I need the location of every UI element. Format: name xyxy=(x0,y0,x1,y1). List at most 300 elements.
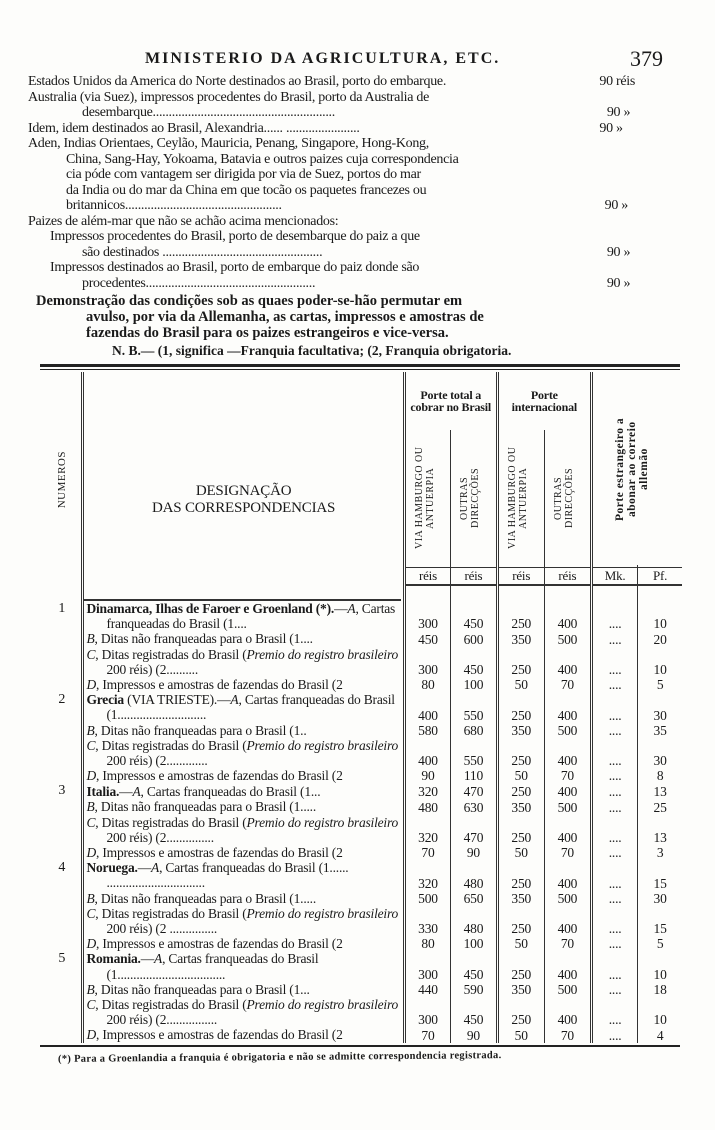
description-text: Premio do registro brasileiro xyxy=(246,905,399,921)
description-text: , Ditas não franqueadas para o Brasil (1.... xyxy=(94,631,313,647)
row-number: 2 xyxy=(42,692,83,722)
table-row xyxy=(42,738,682,768)
value-cell: 400 xyxy=(544,860,591,890)
rate-line xyxy=(28,121,688,137)
description-text: , Cartas franqueadas do Brasil (1.... xyxy=(106,601,396,632)
rate-text: Paizes de além-mar que não se achão acima mencionados: xyxy=(28,213,339,229)
row-number xyxy=(42,815,83,845)
table-row xyxy=(42,631,682,646)
row-number xyxy=(42,768,83,783)
value-cell: 590 xyxy=(451,982,497,997)
value-cell: .... xyxy=(591,647,637,677)
rate-text: Impressos destinados ao Brasil, porto de embarque do paiz donde são xyxy=(50,260,420,275)
value-cell: 13 xyxy=(653,784,667,800)
value-cell: 90 xyxy=(451,1027,497,1042)
value-cell: .... xyxy=(591,799,637,814)
value-cell: 480 xyxy=(451,906,497,936)
table-row xyxy=(42,860,682,890)
row-description xyxy=(84,631,402,646)
description-text: A xyxy=(154,951,163,967)
rate-text: são destinados .................................................. xyxy=(82,244,323,260)
rate-text: Estados Unidos da America do Norte destinados ao Brasil, porto do embarque. xyxy=(28,74,447,89)
description-text: B xyxy=(86,981,95,997)
rate-value xyxy=(579,136,688,152)
page-number: 379 xyxy=(630,46,663,71)
value-cell: 5 xyxy=(656,936,664,952)
value-cell: 350 xyxy=(497,982,544,997)
rate-text: procedentes..................................................... xyxy=(82,275,316,291)
value-cell: 110 xyxy=(451,768,497,783)
row-number xyxy=(42,906,83,936)
value-cell: 440 xyxy=(404,982,450,997)
header-designacao: DAS CORRESPONDENCIAS xyxy=(152,499,336,516)
table-row xyxy=(42,692,682,722)
value-cell: 400 xyxy=(544,906,591,936)
row-description xyxy=(84,951,402,981)
value-cell: 500 xyxy=(404,891,450,906)
value-cell: .... xyxy=(591,631,637,646)
value-cell: 70 xyxy=(544,768,591,783)
row-description xyxy=(84,601,402,631)
section-heading-line: fazendas do Brasil para os paizes estrangeiros e vice-versa. xyxy=(86,325,449,341)
value-cell: .... xyxy=(591,723,637,738)
value-cell: 450 xyxy=(451,601,497,631)
value-cell: 480 xyxy=(451,860,497,890)
value-cell: .... xyxy=(591,891,637,906)
row-description xyxy=(84,799,402,814)
value-cell: 400 xyxy=(544,815,591,845)
rate-line xyxy=(28,136,688,152)
description-text: , Cartas franqueadas do Brasil (1... xyxy=(140,784,321,800)
value-cell: 30 xyxy=(653,707,667,723)
rate-line xyxy=(28,198,688,214)
table-row xyxy=(42,799,682,814)
value-cell: 30 xyxy=(653,890,667,906)
row-number xyxy=(42,1027,83,1042)
value-cell: 450 xyxy=(451,997,497,1027)
value-cell: .... xyxy=(591,951,637,981)
table-row xyxy=(42,982,682,997)
value-cell: 250 xyxy=(497,647,544,677)
row-description xyxy=(84,997,402,1027)
value-cell: 70 xyxy=(404,1027,450,1042)
value-cell: 25 xyxy=(653,799,667,815)
header-numeros: NUMEROS xyxy=(55,450,68,509)
description-text: D xyxy=(86,845,96,861)
value-cell: .... xyxy=(591,845,637,860)
value-cell: 250 xyxy=(497,951,544,981)
table-row xyxy=(42,723,682,738)
description-text: , Ditas registradas do Brasil ( xyxy=(95,737,247,753)
description-text: — xyxy=(140,951,155,967)
description-text: , Ditas registradas do Brasil ( xyxy=(95,646,247,662)
value-cell: 500 xyxy=(544,631,591,646)
row-number xyxy=(42,723,83,738)
country-name: Romania. xyxy=(86,951,141,967)
value-cell: 250 xyxy=(497,997,544,1027)
country-name: Grecia xyxy=(86,692,124,708)
country-name: Noruega. xyxy=(86,860,138,876)
value-cell: 15 xyxy=(653,921,667,937)
value-cell: .... xyxy=(591,860,637,890)
unit-label: Pf. xyxy=(638,567,682,586)
section-heading xyxy=(36,293,672,341)
description-text: , Cartas franqueadas do Brasil (1...... ............................... xyxy=(106,860,349,891)
rate-line xyxy=(28,167,688,183)
description-text: B xyxy=(86,799,95,815)
value-cell: 90 xyxy=(451,845,497,860)
table-header-row xyxy=(42,372,682,430)
rate-value xyxy=(582,260,688,276)
value-cell: 500 xyxy=(544,982,591,997)
description-text: , Ditas registradas do Brasil ( xyxy=(95,905,247,921)
table-row xyxy=(42,845,682,860)
rate-text: cia póde com vantagem ser dirigida por via de Suez, portos do mar xyxy=(66,167,421,182)
description-text: , Cartas franqueadas do Brasil (1.................................. xyxy=(106,951,319,982)
value-cell: 250 xyxy=(497,906,544,936)
value-cell: 400 xyxy=(544,997,591,1027)
value-cell: .... xyxy=(591,906,637,936)
value-cell: 450 xyxy=(451,951,497,981)
row-number: 5 xyxy=(42,951,83,981)
description-text: D xyxy=(86,1027,96,1043)
row-description xyxy=(84,815,402,845)
description-text: C xyxy=(86,814,96,830)
rate-value: 90 » xyxy=(606,105,631,120)
description-text: 200 réis) (2.......... xyxy=(106,661,199,677)
rate-value xyxy=(585,183,688,199)
row-description xyxy=(84,784,402,799)
description-text: B xyxy=(86,890,95,906)
description-text: D xyxy=(86,936,96,952)
description-text: C xyxy=(86,997,96,1013)
rate-line xyxy=(28,276,688,292)
value-cell: 330 xyxy=(404,906,450,936)
value-cell: 580 xyxy=(404,723,450,738)
value-cell: 600 xyxy=(451,631,497,646)
table-row xyxy=(42,647,682,677)
description-text: , Ditas registradas do Brasil ( xyxy=(95,814,247,830)
value-cell: 30 xyxy=(653,753,667,769)
rate-line xyxy=(28,74,688,90)
value-cell: 50 xyxy=(497,1027,544,1042)
table-row xyxy=(42,906,682,936)
value-cell: 400 xyxy=(544,692,591,722)
description-text: , Ditas registradas do Brasil ( xyxy=(95,997,247,1013)
value-cell: 500 xyxy=(544,723,591,738)
rate-line xyxy=(28,183,688,199)
rate-line xyxy=(28,214,688,230)
description-text: C xyxy=(86,646,96,662)
rate-text: Idem, idem destinados ao Brasil, Alexandria...... ....................... xyxy=(28,120,360,136)
value-cell: 350 xyxy=(497,799,544,814)
description-text: A xyxy=(132,784,141,800)
row-description xyxy=(84,692,402,722)
description-text: 200 réis) (2............. xyxy=(106,753,208,769)
table-row xyxy=(42,1027,682,1042)
header-outras: OUTRAS DIRECÇÕES xyxy=(553,467,576,528)
description-text: Premio do registro brasileiro xyxy=(246,814,399,830)
description-text: A xyxy=(347,601,356,616)
description-text: , Ditas não franqueadas para o Brasil (1... xyxy=(94,981,310,997)
row-description xyxy=(84,723,402,738)
value-cell: 20 xyxy=(653,631,667,647)
row-number xyxy=(42,845,83,860)
row-description xyxy=(84,677,402,692)
value-cell: 680 xyxy=(451,723,497,738)
rate-line xyxy=(28,90,688,106)
row-number xyxy=(42,677,83,692)
description-text: , Impressos e amostras de fazendas do Brasil (2 xyxy=(96,1027,343,1043)
value-cell: 650 xyxy=(451,891,497,906)
rate-value: 90 réis xyxy=(599,74,636,89)
value-cell: 450 xyxy=(404,631,450,646)
unit-label: réis xyxy=(499,567,544,586)
rate-value xyxy=(579,90,688,106)
value-cell: 500 xyxy=(544,891,591,906)
rate-line xyxy=(28,245,688,261)
value-cell: 400 xyxy=(544,951,591,981)
rate-text: Australia (via Suez), impressos procedentes do Brasil, porto da Australia de xyxy=(28,89,429,105)
row-number: 1 xyxy=(42,601,83,631)
value-cell: 250 xyxy=(497,783,544,799)
value-cell: 10 xyxy=(653,662,667,678)
value-cell: .... xyxy=(591,692,637,722)
value-cell: 18 xyxy=(653,982,667,998)
unit-label: réis xyxy=(451,567,495,586)
description-text: 200 réis) (2................ xyxy=(106,1012,218,1028)
row-description xyxy=(84,906,402,936)
value-cell: 70 xyxy=(404,845,450,860)
value-cell: 100 xyxy=(451,936,497,951)
value-cell: 630 xyxy=(451,799,497,814)
value-cell: .... xyxy=(591,783,637,799)
rate-value: 90 » xyxy=(604,198,628,213)
description-text: C xyxy=(86,737,96,753)
divider xyxy=(40,1045,680,1047)
rate-value xyxy=(579,214,688,230)
description-text: D xyxy=(86,768,96,784)
value-cell: 80 xyxy=(404,936,450,951)
row-number xyxy=(42,936,83,951)
description-text: — xyxy=(217,692,231,708)
description-text: — xyxy=(137,860,152,876)
row-number: 4 xyxy=(42,860,83,890)
value-cell: 500 xyxy=(544,799,591,814)
value-cell: 70 xyxy=(544,1027,591,1042)
value-cell: 300 xyxy=(404,647,450,677)
description-text: , Impressos e amostras de fazendas do Brasil (2 xyxy=(96,677,343,693)
value-cell: 8 xyxy=(656,768,664,784)
row-description xyxy=(84,738,402,768)
value-cell: 50 xyxy=(497,768,544,783)
header-via-hamburgo: VIA HAMBURGO OU ANTUERPIA xyxy=(413,446,436,549)
description-text: Premio do registro brasileiro xyxy=(246,737,399,753)
description-text: Premio do registro brasileiro xyxy=(246,646,399,662)
postage-table xyxy=(42,372,682,1043)
value-cell: 400 xyxy=(404,738,450,768)
rate-value: 90 » xyxy=(606,244,631,260)
value-cell: 70 xyxy=(544,936,591,951)
value-cell: 300 xyxy=(404,997,450,1027)
value-cell: 50 xyxy=(497,845,544,860)
rate-text: desembarque......................................................... xyxy=(82,105,335,120)
nota-bene: N. B.— (1, significa —Franquia facultativa; (2, Franquia obrigatoria. xyxy=(112,343,512,358)
description-text: Premio do registro brasileiro xyxy=(246,997,399,1013)
value-cell: 470 xyxy=(451,815,497,845)
row-number xyxy=(42,799,83,814)
value-cell: 50 xyxy=(497,677,544,692)
row-description xyxy=(84,891,402,906)
description-text: (VIA TRIESTE). xyxy=(123,692,218,708)
rates-list xyxy=(28,74,688,291)
table-row xyxy=(42,601,682,631)
header-porte-internacional: Porte internacional xyxy=(497,372,591,430)
row-description xyxy=(84,768,402,783)
rate-text: da India ou do mar da China em que tocão os paquetes francezes ou xyxy=(66,182,427,198)
rate-value xyxy=(585,167,688,183)
unit-label: réis xyxy=(406,567,450,586)
description-text: , Cartas franqueadas do Brasil (1............................ xyxy=(106,692,395,723)
header-outras: OUTRAS DIRECÇÕES xyxy=(459,467,482,528)
value-cell: .... xyxy=(591,738,637,768)
value-cell: 250 xyxy=(497,692,544,722)
description-text: A xyxy=(151,860,160,876)
rate-text: China, Sang-Hay, Yokoama, Batavia e outros paizes cuja correspondencia xyxy=(66,151,459,167)
value-cell: .... xyxy=(591,982,637,997)
value-cell: 250 xyxy=(497,738,544,768)
country-name: Italia. xyxy=(86,784,120,800)
value-cell: 250 xyxy=(497,815,544,845)
value-cell: 320 xyxy=(404,815,450,845)
value-cell: 90 xyxy=(404,768,450,783)
value-cell: 400 xyxy=(544,647,591,677)
value-cell: 70 xyxy=(544,845,591,860)
value-cell: 550 xyxy=(451,692,497,722)
section-heading-line: Demonstração das condições sob as quaes poder-se-hão permutar em xyxy=(36,293,463,309)
row-number xyxy=(42,738,83,768)
description-text: , Ditas não franqueadas para o Brasil (1..... xyxy=(94,890,317,906)
table-row xyxy=(42,891,682,906)
value-cell: 80 xyxy=(404,677,450,692)
unit-label: Mk. xyxy=(593,567,637,586)
header-designacao: DESIGNAÇÃO xyxy=(195,482,292,499)
description-text: B xyxy=(86,722,95,738)
row-description xyxy=(84,1027,402,1042)
value-cell: .... xyxy=(591,677,637,692)
divider xyxy=(40,369,680,370)
table-row xyxy=(42,997,682,1027)
value-cell: 35 xyxy=(653,722,667,738)
description-text: C xyxy=(86,905,96,921)
table-row xyxy=(42,677,682,692)
rate-line xyxy=(28,229,688,245)
row-description xyxy=(84,936,402,951)
table-row xyxy=(42,951,682,981)
rate-value: 90 » xyxy=(599,120,623,136)
value-cell: .... xyxy=(591,601,637,631)
value-cell: .... xyxy=(591,768,637,783)
table-row xyxy=(42,936,682,951)
description-text: D xyxy=(86,677,96,693)
row-description xyxy=(84,860,402,890)
rate-text: britannicos................................................. xyxy=(66,198,282,213)
unit-label: réis xyxy=(545,567,590,586)
value-cell: 400 xyxy=(404,692,450,722)
rate-value xyxy=(582,229,688,245)
value-cell: 350 xyxy=(497,631,544,646)
row-number xyxy=(42,631,83,646)
value-cell: .... xyxy=(591,815,637,845)
section-heading-line: avulso, por via da Allemanha, as cartas, impressos e amostras de xyxy=(86,309,484,325)
value-cell: 13 xyxy=(653,830,667,846)
value-cell: .... xyxy=(591,997,637,1027)
value-cell: 320 xyxy=(404,783,450,799)
value-cell: 350 xyxy=(497,891,544,906)
description-text: A xyxy=(230,692,239,708)
value-cell: 10 xyxy=(653,1012,667,1028)
value-cell: 450 xyxy=(451,647,497,677)
value-cell: 5 xyxy=(656,677,664,693)
table-row xyxy=(42,783,682,799)
rate-value: 90 » xyxy=(606,275,631,291)
value-cell: 50 xyxy=(497,936,544,951)
value-cell: 470 xyxy=(451,783,497,799)
rate-line xyxy=(28,105,688,121)
value-cell: 300 xyxy=(404,601,450,631)
header-porte-total: Porte total a cobrar no Brasil xyxy=(404,372,497,430)
table-row xyxy=(42,768,682,783)
row-description xyxy=(84,982,402,997)
row-number xyxy=(42,982,83,997)
value-cell: .... xyxy=(591,936,637,951)
description-text: , Impressos e amostras de fazendas do Brasil (2 xyxy=(96,845,343,861)
value-cell: 300 xyxy=(404,951,450,981)
rate-line xyxy=(28,260,688,276)
divider xyxy=(40,364,680,367)
description-text: — xyxy=(119,784,133,800)
row-number xyxy=(42,647,83,677)
description-text: , Impressos e amostras de fazendas do Brasil (2 xyxy=(96,768,343,784)
value-cell: 400 xyxy=(544,738,591,768)
running-header xyxy=(0,48,715,72)
header-via-hamburgo: VIA HAMBURGO OU ANTUERPIA xyxy=(507,446,530,549)
description-text: 200 réis) (2 ............... xyxy=(106,921,218,937)
rate-value xyxy=(585,152,688,168)
value-cell: 3 xyxy=(656,845,664,861)
value-cell: 400 xyxy=(544,601,591,631)
description-text: 200 réis) (2............... xyxy=(106,829,214,845)
value-cell: 350 xyxy=(497,723,544,738)
value-cell: 400 xyxy=(544,783,591,799)
row-number xyxy=(42,891,83,906)
value-cell: 15 xyxy=(653,875,667,891)
value-cell: 480 xyxy=(404,799,450,814)
country-name: Dinamarca, Ilhas de Faroer e Groenland (*). xyxy=(86,601,335,616)
value-cell: 550 xyxy=(451,738,497,768)
value-cell: 10 xyxy=(653,616,667,632)
rate-text: Impressos procedentes do Brasil, porto de desembarque do paiz a que xyxy=(50,229,420,244)
row-description xyxy=(84,647,402,677)
table-row xyxy=(42,815,682,845)
row-description xyxy=(84,845,402,860)
value-cell: 4 xyxy=(656,1027,664,1043)
description-text: , Ditas não franqueadas para o Brasil (1..... xyxy=(94,799,317,815)
page-title: MINISTERIO DA AGRICULTURA, ETC. xyxy=(145,50,501,67)
rate-line xyxy=(28,152,688,168)
description-text: — xyxy=(334,601,348,616)
header-porte-estrangeiro: Porte estrangeiro a abonar ao correio allemão xyxy=(614,416,651,521)
